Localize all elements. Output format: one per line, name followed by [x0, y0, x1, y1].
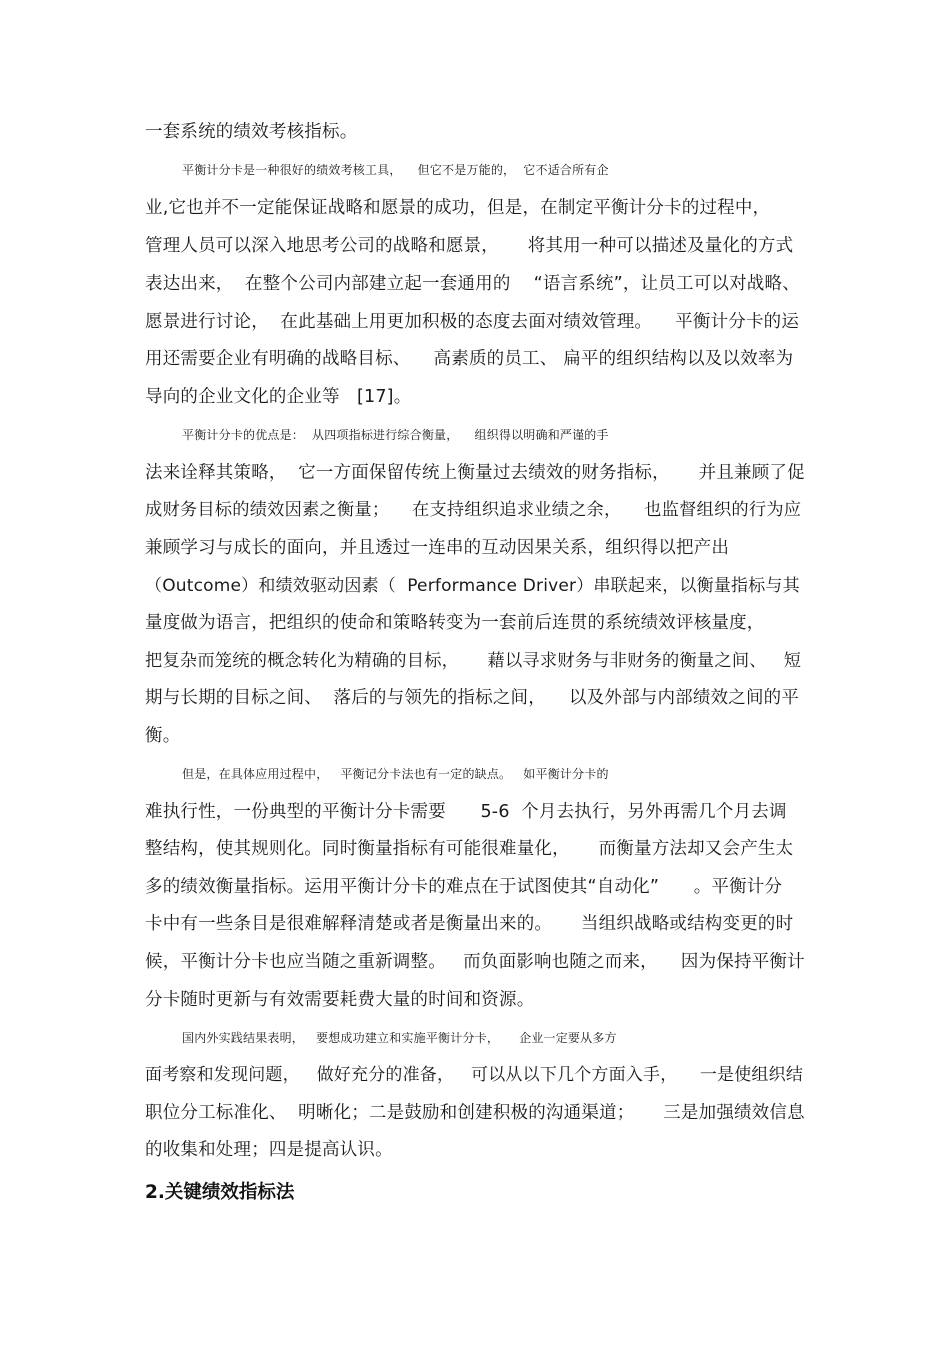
paragraph-line: 难执行性，一份典型的平衡计分卡需要 5-6 个月去执行，另外再需几个月去调: [145, 802, 787, 822]
paragraph-line: 期与长期的目标之间、 落后的与领先的指标之间， 以及外部与内部绩效之间的平: [145, 688, 800, 708]
paragraph-line: 管理人员可以深入地思考公司的战略和愿景， 将其用一种可以描述及量化的方式: [145, 236, 794, 256]
paragraph-line: 分卡随时更新与有效需要耗费大量的时间和资源。: [145, 990, 535, 1010]
paragraph-line: 兼顾学习与成长的面向，并且透过一连串的互动因果关系，组织得以把产出: [145, 538, 730, 558]
paragraph-line: 平衡计分卡的优点是： 从四项指标进行综合衡量， 组织得以明确和严谨的手: [182, 428, 609, 442]
paragraph-line: 导向的企业文化的企业等 [17]。: [145, 387, 412, 407]
section-heading: 2.关键绩效指标法: [145, 1182, 295, 1203]
paragraph-line: （Outcome）和绩效驱动因素（ Performance Driver）串联起来，以衡量指标与其: [145, 576, 800, 596]
paragraph-line: 卡中有一些条目是很难解释清楚或者是衡量出来的。 当组织战略或结构变更的时: [145, 914, 794, 934]
paragraph-line: 多的绩效衡量指标。运用平衡计分卡的难点在于试图使其“自动化” 。平衡计分: [145, 877, 783, 897]
paragraph-line: 愿景进行讨论， 在此基础上用更加积极的态度去面对绩效管理。 平衡计分卡的运: [145, 312, 800, 332]
paragraph-line: 职位分工标准化、 明晰化；二是鼓励和创建积极的沟通渠道； 三是加强绩效信息: [145, 1103, 805, 1123]
paragraph-line: 把复杂而笼统的概念转化为精确的目标， 藉以寻求财务与非财务的衡量之间、 短: [145, 651, 802, 671]
paragraph-line: 平衡计分卡是一种很好的绩效考核工具， 但它不是万能的， 它不适合所有企: [182, 163, 609, 177]
paragraph-line: 一套系统的绩效考核指标。: [145, 122, 358, 142]
paragraph-line: 业,它也并不一定能保证战略和愿景的成功，但是，在制定平衡计分卡的过程中，: [145, 198, 771, 218]
paragraph-line: 面考察和发现问题， 做好充分的准备， 可以从以下几个方面入手， 一是使组织结: [145, 1065, 804, 1085]
paragraph-line: 成财务目标的绩效因素之衡量； 在支持组织追求业绩之余， 也监督组织的行为应: [145, 500, 802, 520]
paragraph-line: 但是，在具体应用过程中， 平衡记分卡法也有一定的缺点。 如平衡计分卡的: [182, 767, 609, 781]
paragraph-line: 的收集和处理；四是提高认识。: [145, 1140, 393, 1160]
paragraph-line: 候，平衡计分卡也应当随之重新调整。 而负面影响也随之而来， 因为保持平衡计: [145, 952, 805, 972]
paragraph-line: 衡。: [145, 726, 181, 746]
paragraph-line: 法来诠释其策略， 它一方面保留传统上衡量过去绩效的财务指标， 并且兼顾了促: [145, 463, 805, 483]
paragraph-line: 整结构，使其规则化。同时衡量指标有可能很难量化， 而衡量方法却又会产生太: [145, 839, 794, 859]
paragraph-line: 表达出来， 在整个公司内部建立起一套通用的 “语言系统”，让员工可以对战略、: [145, 274, 800, 294]
paragraph-line: 量度做为语言，把组织的使命和策略转变为一套前后连贯的系统绩效评核量度，: [145, 613, 765, 633]
paragraph-line: 用还需要企业有明确的战略目标、 高素质的员工、 扁平的组织结构以及以效率为: [145, 349, 794, 369]
paragraph-line: 国内外实践结果表明， 要想成功建立和实施平衡计分卡， 企业一定要从多方: [182, 1031, 617, 1045]
